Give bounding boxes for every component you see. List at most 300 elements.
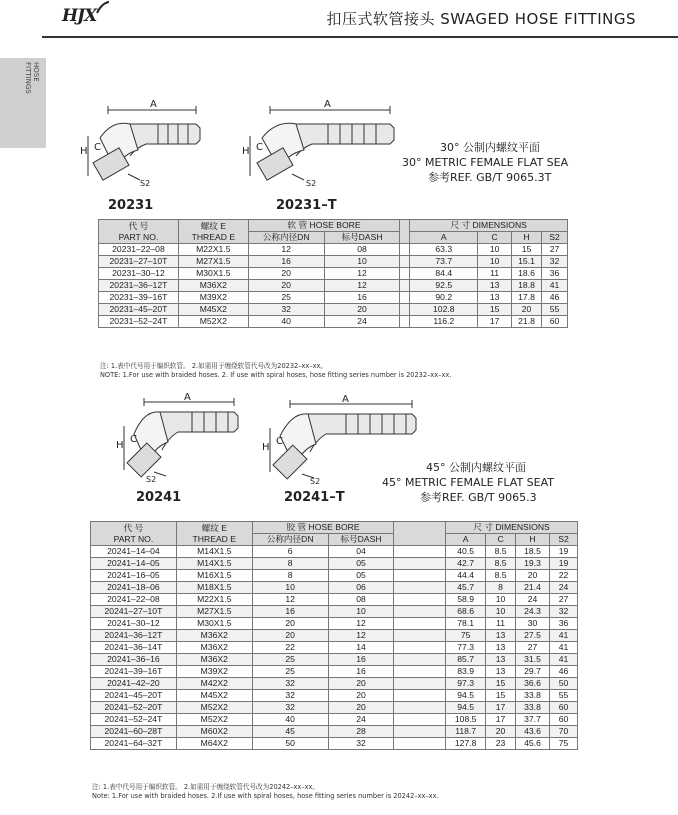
table-cell: 13: [486, 642, 516, 654]
page-title: 扣压式软管接头 SWAGED HOSE FITTINGS: [326, 10, 636, 28]
table-cell: 27: [542, 244, 568, 256]
table-cell: 15: [486, 678, 516, 690]
col-part-no: 代 号 PART NO.: [99, 220, 179, 244]
table-row: [91, 606, 578, 618]
spacer-cell: [394, 726, 446, 738]
table-cell: 60: [549, 714, 577, 726]
table-cell: 15: [486, 690, 516, 702]
table-cell: 20241–14–05: [91, 558, 177, 570]
table-cell: 94.5: [446, 690, 486, 702]
table-cell: 20231–27–10T: [99, 256, 179, 268]
table-cell: 20231–52–24T: [99, 316, 179, 328]
table-cell: 05: [328, 570, 394, 582]
table-cell: 11: [478, 268, 512, 280]
table-row: [91, 738, 578, 750]
spacer-cell: [394, 606, 446, 618]
part-number-20231-t: 20231–T: [276, 198, 337, 213]
table-cell: M52X2: [176, 714, 252, 726]
table-cell: 75: [446, 630, 486, 642]
dim-h-label: H: [242, 146, 250, 157]
dim-c-label: C: [256, 142, 263, 153]
table-cell: 60: [549, 702, 577, 714]
table-cell: 17: [486, 714, 516, 726]
table-cell: 60: [542, 316, 568, 328]
spacer-cell: [394, 558, 446, 570]
spec-ref: 参考REF. GB/T 9065.3: [420, 491, 537, 504]
col-dimensions: 尺 寸 DIMENSIONS: [410, 220, 568, 232]
table-cell: 30: [516, 618, 550, 630]
table-cell: 28: [328, 726, 394, 738]
table-cell: 08: [324, 244, 400, 256]
spec-cn: 45° 公制内螺纹平面: [426, 461, 526, 474]
table-cell: 25: [252, 666, 328, 678]
table-cell: 20: [328, 702, 394, 714]
col-thread: 螺纹 E THREAD E: [178, 220, 248, 244]
table-cell: 15: [478, 304, 512, 316]
table-cell: 6: [252, 546, 328, 558]
table-cell: 13: [486, 666, 516, 678]
table-cell: 10: [486, 594, 516, 606]
table-body: [99, 244, 568, 328]
table-cell: M27X1.5: [176, 606, 252, 618]
table-cell: 17: [486, 702, 516, 714]
table-cell: 116.2: [410, 316, 478, 328]
table-cell: 73.7: [410, 256, 478, 268]
table-cell: 16: [252, 606, 328, 618]
table-cell: 13: [478, 292, 512, 304]
table-cell: M16X1.5: [176, 570, 252, 582]
table-cell: 10: [252, 582, 328, 594]
table-cell: 08: [328, 594, 394, 606]
table-cell: 32: [252, 702, 328, 714]
table-cell: 16: [324, 292, 400, 304]
table-cell: M22X1.5: [176, 594, 252, 606]
table-cell: 24.3: [516, 606, 550, 618]
col-h: H: [516, 534, 550, 546]
table-cell: 46: [549, 666, 577, 678]
table-row: [91, 558, 578, 570]
table-cell: 41: [542, 280, 568, 292]
table-row: [91, 678, 578, 690]
table-cell: 12: [328, 630, 394, 642]
fitting-drawing-20241: [116, 390, 242, 486]
note-en: NOTE: 1.For use with braided hoses. 2. If use with spiral hoses, hose fitting series number is 20232–xx–xx.: [100, 371, 452, 379]
table-cell: 20241–64–32T: [91, 738, 177, 750]
table-cell: 8: [252, 558, 328, 570]
table-cell: 20241–14–04: [91, 546, 177, 558]
spacer-cell: [394, 654, 446, 666]
brand-logo: HJX: [62, 6, 97, 26]
table-cell: 24: [328, 714, 394, 726]
table-cell: 20: [328, 678, 394, 690]
table-cell: M45X2: [178, 304, 248, 316]
table-cell: 8.5: [486, 570, 516, 582]
table-cell: 90.2: [410, 292, 478, 304]
note-cn: 注: 1.表中代号用于编织软管。 2.如需用于缠绕软管代号改为20232–xx–xx。: [100, 362, 328, 370]
table-cell: 43.6: [516, 726, 550, 738]
table-cell: M36X2: [176, 654, 252, 666]
dim-a-label: A: [150, 99, 157, 110]
table-row: [99, 316, 568, 328]
table-cell: 24: [549, 582, 577, 594]
table-cell: M39X2: [178, 292, 248, 304]
table-cell: 27.5: [516, 630, 550, 642]
part-number-20231: 20231: [108, 198, 154, 213]
table-cell: 33.8: [516, 690, 550, 702]
table-cell: 92.5: [410, 280, 478, 292]
table-cell: 24: [324, 316, 400, 328]
spacer-cell: [400, 244, 410, 256]
col-a: A: [446, 534, 486, 546]
spacer-cell: [394, 630, 446, 642]
table-row: [99, 292, 568, 304]
table-cell: 19: [549, 546, 577, 558]
table-cell: 24: [516, 594, 550, 606]
col-hose-bore: 软 管 HOSE BORE: [248, 220, 400, 232]
table-cell: 20241–36–12T: [91, 630, 177, 642]
spacer-cell: [394, 690, 446, 702]
table-cell: 20241–22–08: [91, 594, 177, 606]
table-cell: 17: [478, 316, 512, 328]
logo-swoosh-icon: [96, 1, 110, 15]
table-cell: 20231–39–16T: [99, 292, 179, 304]
table-cell: 12: [328, 618, 394, 630]
table-cell: 15: [512, 244, 542, 256]
table-cell: 31.5: [516, 654, 550, 666]
table-cell: 19: [549, 558, 577, 570]
table-cell: 20: [512, 304, 542, 316]
table-cell: 16: [328, 654, 394, 666]
col-dash: 标号DASH: [328, 534, 394, 546]
spec-table-20241: [90, 521, 578, 750]
spacer-cell: [400, 292, 410, 304]
table-cell: 77.3: [446, 642, 486, 654]
table-cell: 40: [248, 316, 324, 328]
table-cell: 33.8: [516, 702, 550, 714]
table-cell: 13: [478, 280, 512, 292]
col-dimensions: 尺 寸 DIMENSIONS: [446, 522, 578, 534]
col-c: C: [486, 534, 516, 546]
dim-h-label: H: [80, 146, 88, 157]
spec-en: 30° METRIC FEMALE FLAT SEA: [402, 156, 569, 169]
table-cell: 127.8: [446, 738, 486, 750]
table-cell: 75: [549, 738, 577, 750]
table-cell: 04: [328, 546, 394, 558]
table-cell: 20: [248, 268, 324, 280]
dim-a-label: A: [324, 99, 331, 110]
page-header: [0, 0, 678, 40]
table-cell: M52X2: [178, 316, 248, 328]
table-cell: 10: [328, 606, 394, 618]
table-cell: 20: [248, 280, 324, 292]
table-row: [91, 546, 578, 558]
table-cell: M39X2: [176, 666, 252, 678]
table-cell: 85.7: [446, 654, 486, 666]
table-cell: 84.4: [410, 268, 478, 280]
table-cell: 17.8: [512, 292, 542, 304]
table-cell: 10: [324, 256, 400, 268]
part-number-20241-t: 20241–T: [284, 490, 345, 505]
col-h: H: [512, 232, 542, 244]
col-spacer: [394, 522, 446, 546]
table-cell: 12: [324, 268, 400, 280]
table-cell: 55: [542, 304, 568, 316]
col-s2: S2: [549, 534, 577, 546]
dim-h-label: H: [262, 442, 270, 453]
side-tab-label: HOSE FITTINGS: [24, 62, 40, 94]
part-number-20241: 20241: [136, 490, 182, 505]
table-cell: 58.9: [446, 594, 486, 606]
table-cell: 20241–27–10T: [91, 606, 177, 618]
spec-block-30: [402, 140, 568, 185]
table-row: [91, 666, 578, 678]
spec-en: 45° METRIC FEMALE FLAT SEAT: [382, 476, 555, 489]
col-hose-bore: 胶 管 HOSE BORE: [252, 522, 394, 534]
table-row: [99, 244, 568, 256]
spec-ref: 参考REF. GB/T 9065.3T: [428, 171, 552, 184]
col-c: C: [478, 232, 512, 244]
table-cell: 45: [252, 726, 328, 738]
table-cell: 32: [328, 738, 394, 750]
col-dash: 标号DASH: [324, 232, 400, 244]
table-cell: 20241–30–12: [91, 618, 177, 630]
table-cell: 50: [252, 738, 328, 750]
table-cell: 05: [328, 558, 394, 570]
col-thread: 螺纹 E THREAD E: [176, 522, 252, 546]
spacer-cell: [394, 546, 446, 558]
table-cell: 20: [516, 570, 550, 582]
table-cell: 20241–45–20T: [91, 690, 177, 702]
table-cell: 32: [549, 606, 577, 618]
table-cell: 10: [478, 244, 512, 256]
table-cell: 22: [252, 642, 328, 654]
col-a: A: [410, 232, 478, 244]
table-row: [91, 654, 578, 666]
table-cell: 16: [328, 666, 394, 678]
table-cell: 20: [486, 726, 516, 738]
table-cell: 20: [252, 630, 328, 642]
table-cell: 14: [328, 642, 394, 654]
table-cell: 21.4: [516, 582, 550, 594]
spec-cn: 30° 公制内螺纹平面: [440, 141, 540, 154]
table-cell: 45.7: [446, 582, 486, 594]
table-cell: 12: [252, 594, 328, 606]
table-cell: 18.8: [512, 280, 542, 292]
table-cell: 25: [248, 292, 324, 304]
table-cell: 97.3: [446, 678, 486, 690]
spacer-cell: [394, 678, 446, 690]
table-row: [99, 304, 568, 316]
table-cell: 20231–36–12T: [99, 280, 179, 292]
table-row: [91, 714, 578, 726]
table-cell: 94.5: [446, 702, 486, 714]
table-cell: M64X2: [176, 738, 252, 750]
table-cell: 32: [252, 678, 328, 690]
dim-s2-label: S2: [310, 477, 321, 486]
table-cell: M45X2: [176, 690, 252, 702]
table-cell: 18.6: [512, 268, 542, 280]
table-cell: 06: [328, 582, 394, 594]
table-cell: 27: [516, 642, 550, 654]
spacer-cell: [400, 280, 410, 292]
header-rule: [42, 36, 678, 38]
table-cell: 20: [252, 618, 328, 630]
table-cell: 41: [549, 642, 577, 654]
table-row: [91, 642, 578, 654]
table-cell: 108.5: [446, 714, 486, 726]
table-cell: 20241–16–05: [91, 570, 177, 582]
table-row: [91, 618, 578, 630]
spacer-cell: [400, 268, 410, 280]
table-cell: 11: [486, 618, 516, 630]
table-cell: 20: [324, 304, 400, 316]
table-cell: 20241–36–16: [91, 654, 177, 666]
table-cell: 32: [252, 690, 328, 702]
dim-c-label: C: [130, 434, 137, 445]
spacer-cell: [394, 582, 446, 594]
table-cell: 41: [549, 630, 577, 642]
table-cell: 70: [549, 726, 577, 738]
note-en: Note: 1.For use with braided hoses. 2.If use with spiral hoses, hose fitting series number is 20242–xx–xx.: [92, 792, 439, 800]
table-cell: 20241–52–20T: [91, 702, 177, 714]
table-cell: 27: [549, 594, 577, 606]
table-cell: 8.5: [486, 546, 516, 558]
table-cell: 25: [252, 654, 328, 666]
table-cell: 78.1: [446, 618, 486, 630]
table-row: [91, 630, 578, 642]
dim-s2-label: S2: [140, 179, 151, 188]
table-cell: 20241–60–28T: [91, 726, 177, 738]
table-cell: 32: [248, 304, 324, 316]
table-cell: 32: [542, 256, 568, 268]
spacer-cell: [394, 738, 446, 750]
dim-c-label: C: [276, 436, 283, 447]
spacer-cell: [394, 642, 446, 654]
spacer-cell: [394, 714, 446, 726]
col-part-no: 代 号 PART NO.: [91, 522, 177, 546]
table-cell: M30X1.5: [176, 618, 252, 630]
table-row: [91, 702, 578, 714]
table-cell: 40.5: [446, 546, 486, 558]
dim-h-label: H: [116, 440, 124, 451]
table-cell: 20241–39–16T: [91, 666, 177, 678]
col-dn: 公称内径DN: [248, 232, 324, 244]
spacer-cell: [394, 666, 446, 678]
table-cell: M14X1.5: [176, 558, 252, 570]
table-cell: 16: [248, 256, 324, 268]
table-cell: 42.7: [446, 558, 486, 570]
dim-a-label: A: [184, 392, 191, 403]
table-cell: M18X1.5: [176, 582, 252, 594]
table-cell: 68.6: [446, 606, 486, 618]
table-cell: 20231–22–08: [99, 244, 179, 256]
table-cell: 15.1: [512, 256, 542, 268]
spacer-cell: [400, 316, 410, 328]
table-cell: 10: [486, 606, 516, 618]
table-cell: 29.7: [516, 666, 550, 678]
table-cell: 12: [248, 244, 324, 256]
table-cell: 20241–52–24T: [91, 714, 177, 726]
table-cell: M36X2: [178, 280, 248, 292]
table-cell: 50: [549, 678, 577, 690]
table-cell: 40: [252, 714, 328, 726]
table-cell: 37.7: [516, 714, 550, 726]
dim-a-label: A: [342, 394, 349, 405]
table-cell: 21.8: [512, 316, 542, 328]
table-cell: 83.9: [446, 666, 486, 678]
table-row: [91, 594, 578, 606]
table-row: [91, 582, 578, 594]
table-cell: 41: [549, 654, 577, 666]
table-cell: M30X1.5: [178, 268, 248, 280]
table-cell: 10: [478, 256, 512, 268]
table-row: [91, 690, 578, 702]
table-cell: 102.8: [410, 304, 478, 316]
table-cell: 23: [486, 738, 516, 750]
spacer-cell: [400, 304, 410, 316]
table-cell: M36X2: [176, 630, 252, 642]
table-cell: 12: [324, 280, 400, 292]
table-body: [91, 546, 578, 750]
spec-block-45: [382, 460, 554, 505]
table-cell: 19.3: [516, 558, 550, 570]
fitting-drawing-20231: [78, 96, 220, 192]
table-cell: 18.5: [516, 546, 550, 558]
table-cell: 20231–45–20T: [99, 304, 179, 316]
table-cell: M27X1.5: [178, 256, 248, 268]
table-cell: M42X2: [176, 678, 252, 690]
spec-table-20231: [98, 219, 568, 328]
table-cell: 20241–18–06: [91, 582, 177, 594]
table-cell: M14X1.5: [176, 546, 252, 558]
table-cell: 13: [486, 654, 516, 666]
table-cell: M22X1.5: [178, 244, 248, 256]
table-row: [99, 280, 568, 292]
spacer-cell: [394, 570, 446, 582]
table-cell: 46: [542, 292, 568, 304]
table-cell: 22: [549, 570, 577, 582]
spacer-cell: [394, 618, 446, 630]
table-cell: 8.5: [486, 558, 516, 570]
table-cell: M60X2: [176, 726, 252, 738]
table-cell: M36X2: [176, 642, 252, 654]
table-cell: 36: [542, 268, 568, 280]
table-cell: 13: [486, 630, 516, 642]
col-spacer: [400, 220, 410, 244]
note-cn: 注: 1.表中代号用于编织软管。 2.如需用于缠绕软管代号改为20242–xx–xx。: [92, 783, 320, 791]
table-cell: 36: [549, 618, 577, 630]
table-cell: 8: [252, 570, 328, 582]
table-cell: 20231–30–12: [99, 268, 179, 280]
fitting-drawing-20231-t: [240, 96, 398, 192]
table-row: [99, 256, 568, 268]
table-cell: 118.7: [446, 726, 486, 738]
table-cell: 63.3: [410, 244, 478, 256]
table-row: [91, 726, 578, 738]
table-cell: 20: [328, 690, 394, 702]
col-s2: S2: [542, 232, 568, 244]
dim-s2-label: S2: [146, 475, 157, 484]
table-row: [99, 268, 568, 280]
table-cell: 8: [486, 582, 516, 594]
table-cell: M52X2: [176, 702, 252, 714]
dim-s2-label: S2: [306, 179, 317, 188]
spacer-cell: [394, 594, 446, 606]
col-dn: 公称内径DN: [252, 534, 328, 546]
dim-c-label: C: [94, 142, 101, 153]
table-cell: 20241–36–14T: [91, 642, 177, 654]
table-cell: 44.4: [446, 570, 486, 582]
